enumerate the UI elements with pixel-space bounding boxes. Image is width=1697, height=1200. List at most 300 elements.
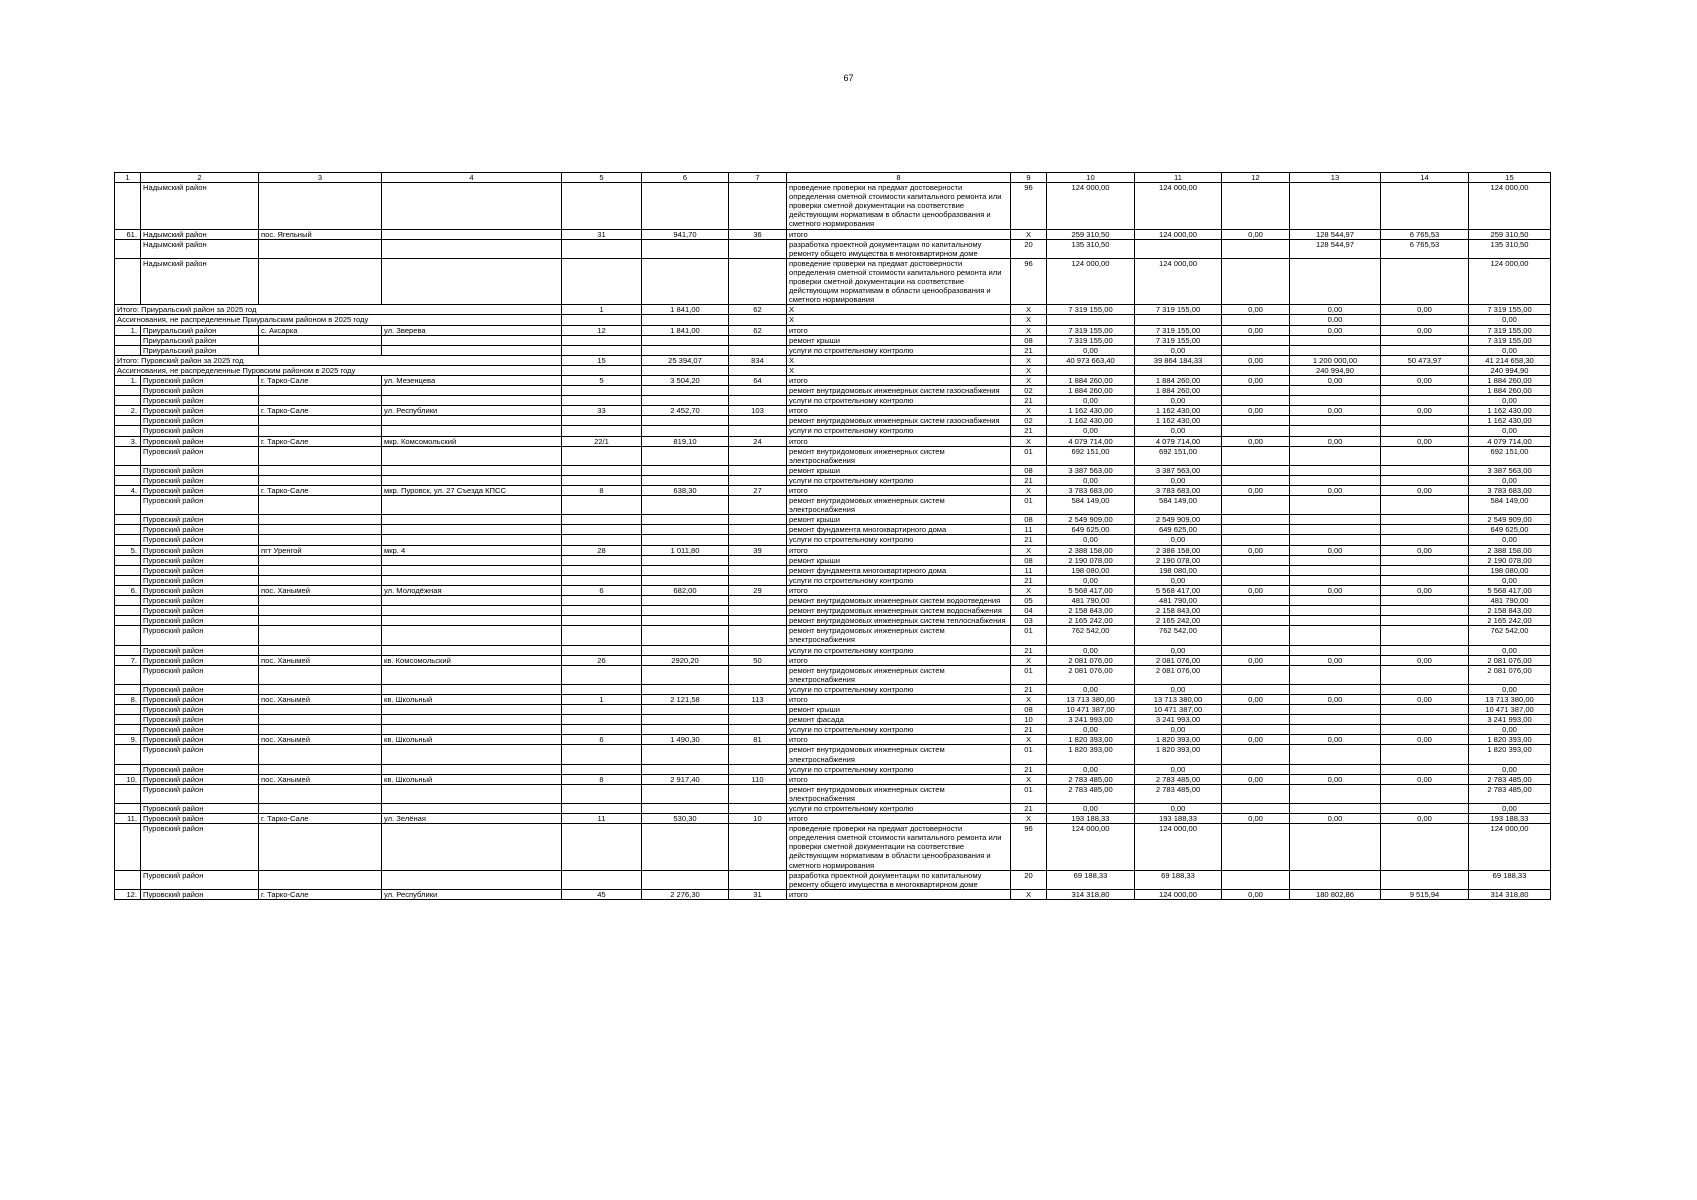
table-cell: 0,00 — [1047, 764, 1135, 774]
table-cell — [1381, 684, 1469, 694]
table-cell — [1381, 365, 1469, 375]
table-cell: 33 — [562, 406, 642, 416]
table-cell: 1 884 260,00 — [1135, 375, 1222, 385]
table-cell: 21 — [1011, 684, 1047, 694]
table-cell: 0,00 — [1469, 645, 1551, 655]
table-cell — [115, 606, 141, 616]
table-cell — [1381, 870, 1469, 889]
table-cell: услуги по строительному контролю — [787, 575, 1011, 585]
table-cell: 1 162 430,00 — [1135, 416, 1222, 426]
table-cell — [1222, 386, 1290, 396]
table-cell: Надымский район — [141, 239, 259, 258]
table-cell: 0,00 — [1222, 436, 1290, 446]
table-cell: 0,00 — [1290, 735, 1381, 745]
table-cell — [259, 525, 382, 535]
summary-row — [115, 355, 1551, 365]
table-row — [115, 735, 1551, 745]
table-cell: г. Тарко-Сале — [259, 375, 382, 385]
table-cell — [1290, 345, 1381, 355]
table-cell — [382, 515, 562, 525]
table-cell: 0,00 — [1222, 305, 1290, 315]
capital-repair-table — [114, 172, 1551, 900]
table-cell: X — [1011, 229, 1047, 239]
table-cell: 198 080,00 — [1469, 565, 1551, 575]
table-cell — [642, 183, 729, 229]
table-cell: Пуровский район — [141, 436, 259, 446]
table-cell — [259, 465, 382, 475]
table-cell: 2 081 076,00 — [1135, 665, 1222, 684]
table-cell: Пуровский район — [141, 486, 259, 496]
table-cell — [562, 764, 642, 774]
table-cell — [562, 515, 642, 525]
table-cell: 0,00 — [1469, 396, 1551, 406]
table-cell: 50 473,97 — [1381, 355, 1469, 365]
table-cell: X — [1011, 486, 1047, 496]
table-cell — [1381, 804, 1469, 814]
table-cell: 1. — [115, 375, 141, 385]
table-cell — [729, 565, 787, 575]
table-cell: 0,00 — [1290, 814, 1381, 824]
table-cell: Надымский район — [141, 183, 259, 229]
table-cell: Пуровский район — [141, 889, 259, 899]
table-cell: Пуровский район — [141, 655, 259, 665]
table-row — [115, 515, 1551, 525]
table-cell: 0,00 — [1290, 325, 1381, 335]
table-cell — [382, 715, 562, 725]
table-cell: 10 471 387,00 — [1047, 705, 1135, 715]
table-cell: 01 — [1011, 784, 1047, 803]
table-cell: Пуровский район — [141, 694, 259, 704]
table-cell — [562, 745, 642, 764]
table-row — [115, 525, 1551, 535]
table-cell: ремонт внутридомовых инженерных систем электроснабжения — [787, 784, 1011, 803]
table-cell: 8. — [115, 694, 141, 704]
table-cell: 10 471 387,00 — [1469, 705, 1551, 715]
table-cell — [115, 515, 141, 525]
table-cell: 64 — [729, 375, 787, 385]
table-cell: 819,10 — [642, 436, 729, 446]
table-cell: 0,00 — [1135, 575, 1222, 585]
table-cell — [1290, 665, 1381, 684]
table-cell: 2 158 843,00 — [1047, 606, 1135, 616]
table-cell — [259, 745, 382, 764]
table-cell: 0,00 — [1469, 725, 1551, 735]
table-cell — [259, 764, 382, 774]
table-row — [115, 446, 1551, 465]
table-cell: итого — [787, 585, 1011, 595]
table-cell: г. Тарко-Сале — [259, 814, 382, 824]
table-cell — [259, 345, 382, 355]
table-cell — [115, 596, 141, 606]
table-cell: 0,00 — [1135, 345, 1222, 355]
table-cell: ул. Республики — [382, 406, 562, 416]
table-cell — [1135, 315, 1222, 325]
table-cell: 180 802,86 — [1290, 889, 1381, 899]
table-cell: Пуровский район — [141, 496, 259, 515]
table-cell — [259, 239, 382, 258]
table-cell: 03 — [1011, 616, 1047, 626]
table-body — [115, 183, 1551, 900]
table-cell: ремонт внутридомовых инженерных систем электроснабжения — [787, 745, 1011, 764]
table-cell: 21 — [1011, 645, 1047, 655]
table-cell: 0,00 — [1135, 475, 1222, 485]
table-cell: 2 165 242,00 — [1047, 616, 1135, 626]
table-cell: ремонт крыши — [787, 335, 1011, 345]
table-cell — [115, 705, 141, 715]
table-cell — [1381, 705, 1469, 715]
table-cell: 2 783 485,00 — [1047, 774, 1135, 784]
table-cell: 0,00 — [1381, 406, 1469, 416]
table-cell: 8 — [562, 774, 642, 784]
table-cell: X — [1011, 735, 1047, 745]
table-cell — [1290, 575, 1381, 585]
table-cell: 0,00 — [1469, 315, 1551, 325]
table-cell — [1381, 616, 1469, 626]
table-cell: 0,00 — [1290, 375, 1381, 385]
column-number: 2 — [141, 173, 259, 183]
table-cell: Пуровский район — [141, 396, 259, 406]
table-cell: Пуровский район — [141, 386, 259, 396]
table-cell — [642, 426, 729, 436]
table-cell — [1290, 335, 1381, 345]
table-row — [115, 585, 1551, 595]
table-cell — [642, 465, 729, 475]
table-cell — [1222, 596, 1290, 606]
table-cell: 29 — [729, 585, 787, 595]
table-row — [115, 486, 1551, 496]
table-cell — [729, 745, 787, 764]
table-cell: 2 783 485,00 — [1135, 774, 1222, 784]
table-cell: 0,00 — [1381, 735, 1469, 745]
column-number: 8 — [787, 173, 1011, 183]
table-cell: кв. Школьный — [382, 774, 562, 784]
table-cell: 11 — [1011, 565, 1047, 575]
table-cell — [729, 606, 787, 616]
table-cell: X — [1011, 774, 1047, 784]
table-cell: 20 — [1011, 239, 1047, 258]
table-cell: 2 158 843,00 — [1469, 606, 1551, 616]
table-cell — [642, 606, 729, 616]
table-cell: 21 — [1011, 535, 1047, 545]
table-cell: 25 394,07 — [642, 355, 729, 365]
table-row — [115, 715, 1551, 725]
table-cell: 2 783 485,00 — [1469, 784, 1551, 803]
table-cell — [115, 183, 141, 229]
table-cell — [729, 870, 787, 889]
table-cell: 3 387 563,00 — [1047, 465, 1135, 475]
table-cell: 5. — [115, 545, 141, 555]
table-row — [115, 535, 1551, 545]
table-row — [115, 345, 1551, 355]
table-cell: 4 079 714,00 — [1047, 436, 1135, 446]
table-cell: Пуровский район — [141, 745, 259, 764]
table-cell: 692 151,00 — [1469, 446, 1551, 465]
table-cell: 0,00 — [1290, 585, 1381, 595]
table-cell: X — [1011, 889, 1047, 899]
table-cell: Пуровский район — [141, 416, 259, 426]
table-row — [115, 406, 1551, 416]
table-cell — [259, 870, 382, 889]
table-cell — [729, 416, 787, 426]
table-cell: 26 — [562, 655, 642, 665]
table-cell: 5 568 417,00 — [1135, 585, 1222, 595]
table-cell: 3 387 563,00 — [1135, 465, 1222, 475]
table-cell — [382, 446, 562, 465]
table-cell — [115, 715, 141, 725]
table-cell — [1290, 705, 1381, 715]
table-cell: итого — [787, 375, 1011, 385]
table-cell — [1381, 645, 1469, 655]
column-number: 1 — [115, 173, 141, 183]
table-cell: 314 318,80 — [1469, 889, 1551, 899]
table-cell: итого — [787, 406, 1011, 416]
table-cell: 0,00 — [1290, 774, 1381, 784]
table-cell: итого — [787, 774, 1011, 784]
table-cell: Пуровский район — [141, 575, 259, 585]
table-cell: 0,00 — [1135, 396, 1222, 406]
table-cell: итого — [787, 694, 1011, 704]
table-cell — [562, 525, 642, 535]
table-cell — [1381, 426, 1469, 436]
table-cell: 834 — [729, 355, 787, 365]
table-cell — [1381, 626, 1469, 645]
table-cell: 0,00 — [1469, 575, 1551, 585]
table-cell: 1 884 260,00 — [1047, 375, 1135, 385]
table-cell — [1222, 258, 1290, 304]
table-cell — [1290, 535, 1381, 545]
table-cell: 45 — [562, 889, 642, 899]
table-cell: 3 783 683,00 — [1135, 486, 1222, 496]
table-cell — [259, 496, 382, 515]
table-cell — [562, 416, 642, 426]
table-cell — [562, 596, 642, 606]
table-cell: Пуровский район — [141, 870, 259, 889]
table-cell: ремонт внутридомовых инженерных систем электроснабжения — [787, 496, 1011, 515]
table-cell: 11 — [562, 814, 642, 824]
table-cell — [729, 239, 787, 258]
table-cell — [1381, 465, 1469, 475]
table-cell: 0,00 — [1290, 694, 1381, 704]
table-cell: 21 — [1011, 804, 1047, 814]
table-cell — [1290, 416, 1381, 426]
table-cell: 7 319 155,00 — [1469, 305, 1551, 315]
table-cell: мкр. 4 — [382, 545, 562, 555]
table-cell — [382, 416, 562, 426]
table-cell: 0,00 — [1469, 764, 1551, 774]
table-cell: 15 — [562, 355, 642, 365]
table-cell: 0,00 — [1047, 396, 1135, 406]
table-cell — [259, 616, 382, 626]
table-cell — [115, 416, 141, 426]
table-cell: 21 — [1011, 345, 1047, 355]
table-cell: 2 388 158,00 — [1469, 545, 1551, 555]
table-cell — [382, 345, 562, 355]
table-row — [115, 555, 1551, 565]
table-cell: ремонт внутридомовых инженерных систем водоснабжения — [787, 606, 1011, 616]
table-cell — [562, 725, 642, 735]
table-cell — [1290, 565, 1381, 575]
table-cell: 762 542,00 — [1469, 626, 1551, 645]
table-cell: 3 783 683,00 — [1469, 486, 1551, 496]
table-cell — [259, 725, 382, 735]
table-cell — [1222, 315, 1290, 325]
table-cell — [382, 183, 562, 229]
table-cell: Пуровский район — [141, 555, 259, 565]
table-cell: 81 — [729, 735, 787, 745]
table-cell: 69 188,33 — [1469, 870, 1551, 889]
table-cell — [1381, 596, 1469, 606]
table-cell: 12. — [115, 889, 141, 899]
table-cell — [1222, 784, 1290, 803]
table-row — [115, 229, 1551, 239]
table-cell: 1 820 393,00 — [1135, 745, 1222, 764]
table-cell: 24 — [729, 436, 787, 446]
table-cell — [1381, 725, 1469, 735]
table-row — [115, 804, 1551, 814]
table-cell: X — [787, 355, 1011, 365]
table-cell: 124 000,00 — [1469, 258, 1551, 304]
table-cell: 638,30 — [642, 486, 729, 496]
table-row — [115, 239, 1551, 258]
table-cell: пос. Ханымей — [259, 694, 382, 704]
table-cell — [259, 606, 382, 616]
table-cell — [382, 745, 562, 764]
table-cell: 135 310,50 — [1047, 239, 1135, 258]
table-cell — [115, 870, 141, 889]
table-cell: 692 151,00 — [1135, 446, 1222, 465]
table-cell: кв. Комсомольский — [382, 655, 562, 665]
table-cell: Пуровский район — [141, 824, 259, 870]
table-cell — [382, 535, 562, 545]
table-cell — [382, 575, 562, 585]
table-cell: 3 504,20 — [642, 375, 729, 385]
table-cell: Приуральский район — [141, 345, 259, 355]
table-cell: 1 — [562, 694, 642, 704]
table-cell: 649 625,00 — [1469, 525, 1551, 535]
table-cell — [729, 335, 787, 345]
table-cell: Пуровский район — [141, 465, 259, 475]
table-cell — [642, 258, 729, 304]
table-cell — [562, 575, 642, 585]
table-cell — [382, 870, 562, 889]
table-cell: 0,00 — [1381, 486, 1469, 496]
table-cell — [1222, 870, 1290, 889]
table-cell: 0,00 — [1047, 475, 1135, 485]
table-cell: проведение проверки на предмат достоверности определения сметной стоимости капитального ремонта или проверки сметной документации на соответствие действующим нормативам в области ценообразования и сметного нормирования — [787, 183, 1011, 229]
table-cell: 13 713 380,00 — [1135, 694, 1222, 704]
table-cell — [729, 465, 787, 475]
column-number: 5 — [562, 173, 642, 183]
table-cell — [562, 705, 642, 715]
table-cell — [259, 258, 382, 304]
table-cell: услуги по строительному контролю — [787, 535, 1011, 545]
table-cell — [642, 725, 729, 735]
table-cell — [729, 665, 787, 684]
table-cell: Пуровский район — [141, 585, 259, 595]
table-cell: Пуровский район — [141, 735, 259, 745]
table-cell: 0,00 — [1135, 645, 1222, 655]
table-cell: 2 917,40 — [642, 774, 729, 784]
table-cell — [729, 596, 787, 606]
table-row — [115, 465, 1551, 475]
table-cell — [1381, 386, 1469, 396]
table-cell: 1 884 260,00 — [1469, 375, 1551, 385]
table-cell — [642, 335, 729, 345]
table-cell — [382, 684, 562, 694]
table-cell — [562, 396, 642, 406]
table-cell: ремонт крыши — [787, 555, 1011, 565]
table-cell: 0,00 — [1047, 804, 1135, 814]
table-cell: проведение проверки на предмат достоверности определения сметной стоимости капитального ремонта или проверки сметной документации на соответствие действующим нормативам в области ценообразования и сметного нормирования — [787, 258, 1011, 304]
table-cell — [729, 684, 787, 694]
table-cell — [382, 426, 562, 436]
table-cell — [115, 496, 141, 515]
table-cell — [115, 396, 141, 406]
table-cell: 259 310,50 — [1047, 229, 1135, 239]
table-cell — [729, 715, 787, 725]
table-cell: ул. Зверева — [382, 325, 562, 335]
table-cell: ремонт внутридомовых инженерных систем электроснабжения — [787, 626, 1011, 645]
table-cell: 10 471 387,00 — [1135, 705, 1222, 715]
table-cell — [562, 258, 642, 304]
table-cell — [259, 575, 382, 585]
table-cell: итого — [787, 486, 1011, 496]
table-cell: 124 000,00 — [1469, 824, 1551, 870]
table-cell: 22/1 — [562, 436, 642, 446]
table-cell: 3. — [115, 436, 141, 446]
table-cell: 20 — [1011, 870, 1047, 889]
table-cell: 0,00 — [1290, 406, 1381, 416]
table-cell — [642, 705, 729, 715]
table-cell: 01 — [1011, 745, 1047, 764]
table-cell — [382, 396, 562, 406]
table-cell: 21 — [1011, 764, 1047, 774]
table-cell: 193 188,33 — [1135, 814, 1222, 824]
table-cell — [259, 515, 382, 525]
table-cell — [729, 525, 787, 535]
table-cell: 7 319 155,00 — [1047, 305, 1135, 315]
table-cell — [642, 870, 729, 889]
table-cell — [259, 416, 382, 426]
table-cell: 481 790,00 — [1135, 596, 1222, 606]
table-row — [115, 396, 1551, 406]
table-row — [115, 645, 1551, 655]
table-cell: 0,00 — [1222, 814, 1290, 824]
table-cell: 5 — [562, 375, 642, 385]
table-cell — [1222, 335, 1290, 345]
table-cell: 1 884 260,00 — [1047, 386, 1135, 396]
table-cell: 0,00 — [1381, 436, 1469, 446]
table-cell — [1381, 715, 1469, 725]
table-cell: Пуровский район — [141, 375, 259, 385]
table-row — [115, 665, 1551, 684]
table-cell: 01 — [1011, 626, 1047, 645]
table-row — [115, 325, 1551, 335]
table-cell — [729, 386, 787, 396]
table-cell — [382, 804, 562, 814]
table-cell: 13 713 380,00 — [1047, 694, 1135, 704]
table-cell — [1381, 565, 1469, 575]
table-row — [115, 814, 1551, 824]
column-number: 6 — [642, 173, 729, 183]
table-cell — [115, 626, 141, 645]
table-cell: 39 — [729, 545, 787, 555]
table-cell: 124 000,00 — [1047, 183, 1135, 229]
table-cell: итого — [787, 325, 1011, 335]
table-cell: 0,00 — [1047, 645, 1135, 655]
table-cell — [562, 239, 642, 258]
table-cell: 0,00 — [1381, 694, 1469, 704]
